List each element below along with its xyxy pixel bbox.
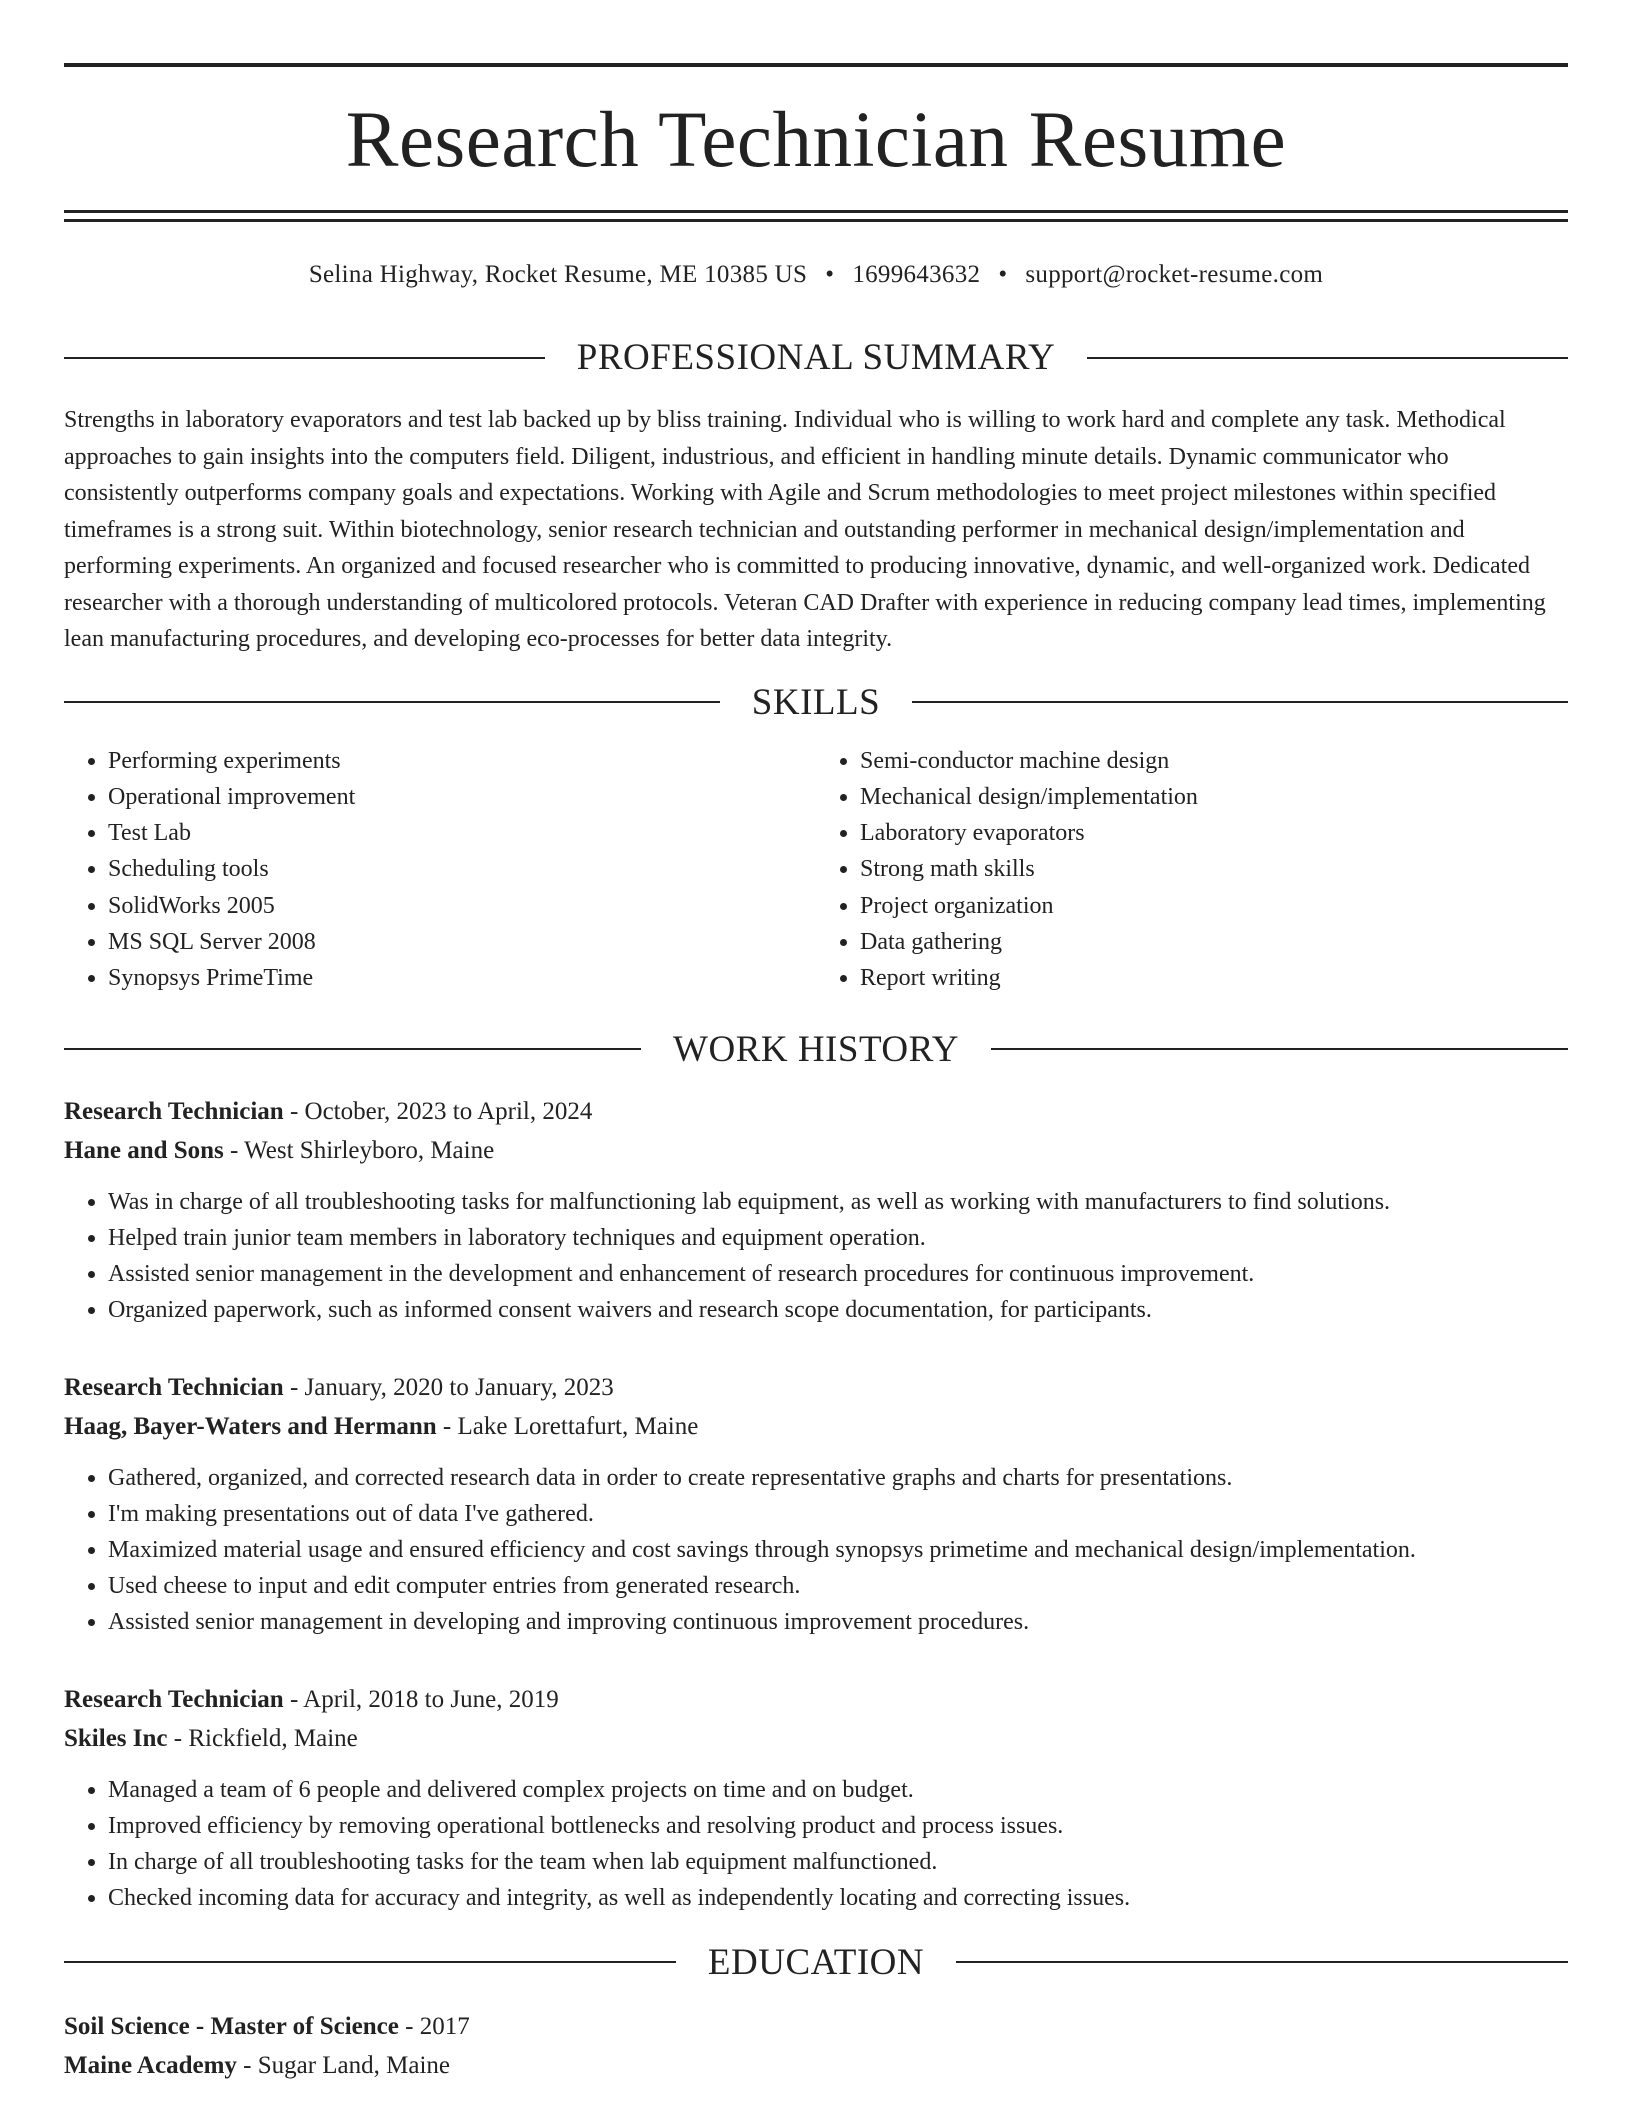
skills-column-left bbox=[64, 743, 816, 997]
job-company: Skiles Inc bbox=[64, 1724, 168, 1752]
school-line bbox=[64, 2046, 1568, 2086]
job-title: Research Technician bbox=[64, 1685, 284, 1713]
skills-heading: SKILLS bbox=[751, 681, 881, 723]
divider bbox=[1087, 357, 1568, 359]
job-bullet: • I'm making presentations out of data I've gathered. bbox=[108, 1496, 1568, 1532]
job-bullet: • Managed a team of 6 people and delivered complex projects on time and on budget. bbox=[108, 1772, 1568, 1808]
skill-item: • Report writing bbox=[860, 960, 1568, 996]
job-bullet: • Was in charge of all troubleshooting tasks for malfunctioning lab equipment, as well as working with manufacturers to find solutions. bbox=[108, 1184, 1568, 1220]
job-title-line bbox=[64, 1680, 1568, 1719]
job-location: - West Shirleyboro, Maine bbox=[223, 1136, 495, 1164]
skill-item: • Mechanical design/implementation bbox=[860, 779, 1568, 815]
job-company: Haag, Bayer-Waters and Hermann bbox=[64, 1412, 437, 1440]
job-bullet: • Assisted senior management in the development and enhancement of research procedures for continuous improvement. bbox=[108, 1256, 1568, 1292]
contact-separator: • bbox=[998, 261, 1008, 288]
job-title-line bbox=[64, 1092, 1568, 1131]
education-heading: EDUCATION bbox=[707, 1941, 925, 1983]
job-dates: - October, 2023 to April, 2024 bbox=[283, 1097, 593, 1125]
work-section-header bbox=[64, 1028, 1568, 1070]
job-location: - Lake Lorettafurt, Maine bbox=[436, 1412, 699, 1440]
job-bullet: • Organized paperwork, such as informed consent waivers and research scope documentation, for participants. bbox=[108, 1292, 1568, 1328]
skills-list bbox=[64, 743, 1568, 997]
school: Maine Academy bbox=[64, 2052, 237, 2080]
skill-item: • SolidWorks 2005 bbox=[108, 888, 816, 924]
job-bullet: • Assisted senior management in developing and improving continuous improvement procedures. bbox=[108, 1604, 1568, 1640]
skill-item: • Laboratory evaporators bbox=[860, 815, 1568, 851]
skill-item: • Performing experiments bbox=[108, 743, 816, 779]
resume-title: Research Technician Resume bbox=[345, 97, 1287, 184]
contact-email: support@rocket-resume.com bbox=[1025, 261, 1324, 288]
divider bbox=[64, 1048, 641, 1050]
job-bullet: • Maximized material usage and ensured efficiency and cost savings through synopsys primetime and mechanical design/implementation. bbox=[108, 1532, 1568, 1568]
job-title: Research Technician bbox=[64, 1373, 284, 1401]
job-entry bbox=[64, 1680, 1568, 1916]
job-bullet: • Used cheese to input and edit computer entries from generated research. bbox=[108, 1568, 1568, 1604]
job-company: Hane and Sons bbox=[64, 1136, 224, 1164]
job-company-line bbox=[64, 1407, 1568, 1446]
title-double-rule bbox=[64, 210, 1568, 222]
job-bullets bbox=[64, 1184, 1568, 1328]
skills-section-header bbox=[64, 681, 1568, 723]
job-dates: - January, 2020 to January, 2023 bbox=[283, 1373, 614, 1401]
divider bbox=[64, 357, 545, 359]
job-bullet: • Improved efficiency by removing operational bottlenecks and resolving product and process issues. bbox=[108, 1808, 1568, 1844]
skill-item: • Semi-conductor machine design bbox=[860, 743, 1568, 779]
work-heading: WORK HISTORY bbox=[673, 1028, 959, 1070]
graduation-year: - 2017 bbox=[398, 2012, 470, 2040]
degree-line bbox=[64, 2007, 1568, 2047]
contact-phone: 1699643632 bbox=[852, 261, 981, 288]
top-rule bbox=[64, 63, 1568, 67]
skill-item: • Strong math skills bbox=[860, 851, 1568, 887]
skill-item: • Project organization bbox=[860, 888, 1568, 924]
divider bbox=[64, 1961, 676, 1963]
job-bullets bbox=[64, 1460, 1568, 1640]
skill-item: • Data gathering bbox=[860, 924, 1568, 960]
education-section-header bbox=[64, 1941, 1568, 1983]
job-bullet: • Checked incoming data for accuracy and integrity, as well as independently locating and correcting issues. bbox=[108, 1880, 1568, 1916]
summary-heading: PROFESSIONAL SUMMARY bbox=[576, 337, 1056, 378]
skill-item: • Test Lab bbox=[108, 815, 816, 851]
contact-line bbox=[64, 262, 1568, 287]
contact-separator: • bbox=[825, 261, 835, 288]
skill-item: • Synopsys PrimeTime bbox=[108, 960, 816, 996]
divider bbox=[991, 1048, 1568, 1050]
degree: Soil Science - Master of Science bbox=[64, 2012, 399, 2040]
job-title-line bbox=[64, 1368, 1568, 1407]
job-dates: - April, 2018 to June, 2019 bbox=[283, 1685, 559, 1713]
job-company-line bbox=[64, 1131, 1568, 1170]
skill-item: • Operational improvement bbox=[108, 779, 816, 815]
job-bullet: • Helped train junior team members in laboratory techniques and equipment operation. bbox=[108, 1220, 1568, 1256]
school-location: - Sugar Land, Maine bbox=[236, 2052, 451, 2080]
job-bullet: • In charge of all troubleshooting tasks for the team when lab equipment malfunctioned. bbox=[108, 1844, 1568, 1880]
summary-section-header bbox=[64, 339, 1568, 376]
divider bbox=[64, 701, 720, 703]
job-location: - Rickfield, Maine bbox=[167, 1724, 358, 1752]
summary-text: Strengths in laboratory evaporators and test lab backed up by bliss training. Individual who is willing to work hard and complete any task. Methodical approaches to gain insights into the computers field. Diligent, industrious, and efficient in handling minute details. Dynamic communicator who consistently outperforms company goals and expectations. Working with Agile and Scrum methodologies to meet project milestones within specified timeframes is a strong suit. Within biotechnology, senior research technician and outstanding performer in mechanical design/implementation and performing experiments. An organized and focused researcher who is committed to producing innovative, dynamic, and well-organized work. Dedicated researcher with a thorough understanding of multicolored protocols. Veteran CAD Drafter with experience in reducing company lead times, implementing lean manufacturing procedures, and developing eco-processes for better data integrity. bbox=[64, 407, 1546, 652]
divider bbox=[912, 701, 1568, 703]
job-bullet: • Gathered, organized, and corrected research data in order to create representative graphs and charts for presentations. bbox=[108, 1460, 1568, 1496]
skill-item: • Scheduling tools bbox=[108, 851, 816, 887]
job-company-line bbox=[64, 1719, 1568, 1758]
skill-item: • MS SQL Server 2008 bbox=[108, 924, 816, 960]
job-entry bbox=[64, 1368, 1568, 1640]
contact-address: Selina Highway, Rocket Resume, ME 10385 US bbox=[308, 261, 808, 288]
education-entry bbox=[64, 2007, 1568, 2086]
job-entry bbox=[64, 1092, 1568, 1328]
job-bullets bbox=[64, 1772, 1568, 1916]
skills-column-right bbox=[816, 743, 1568, 997]
job-title: Research Technician bbox=[64, 1097, 284, 1125]
divider bbox=[956, 1961, 1568, 1963]
